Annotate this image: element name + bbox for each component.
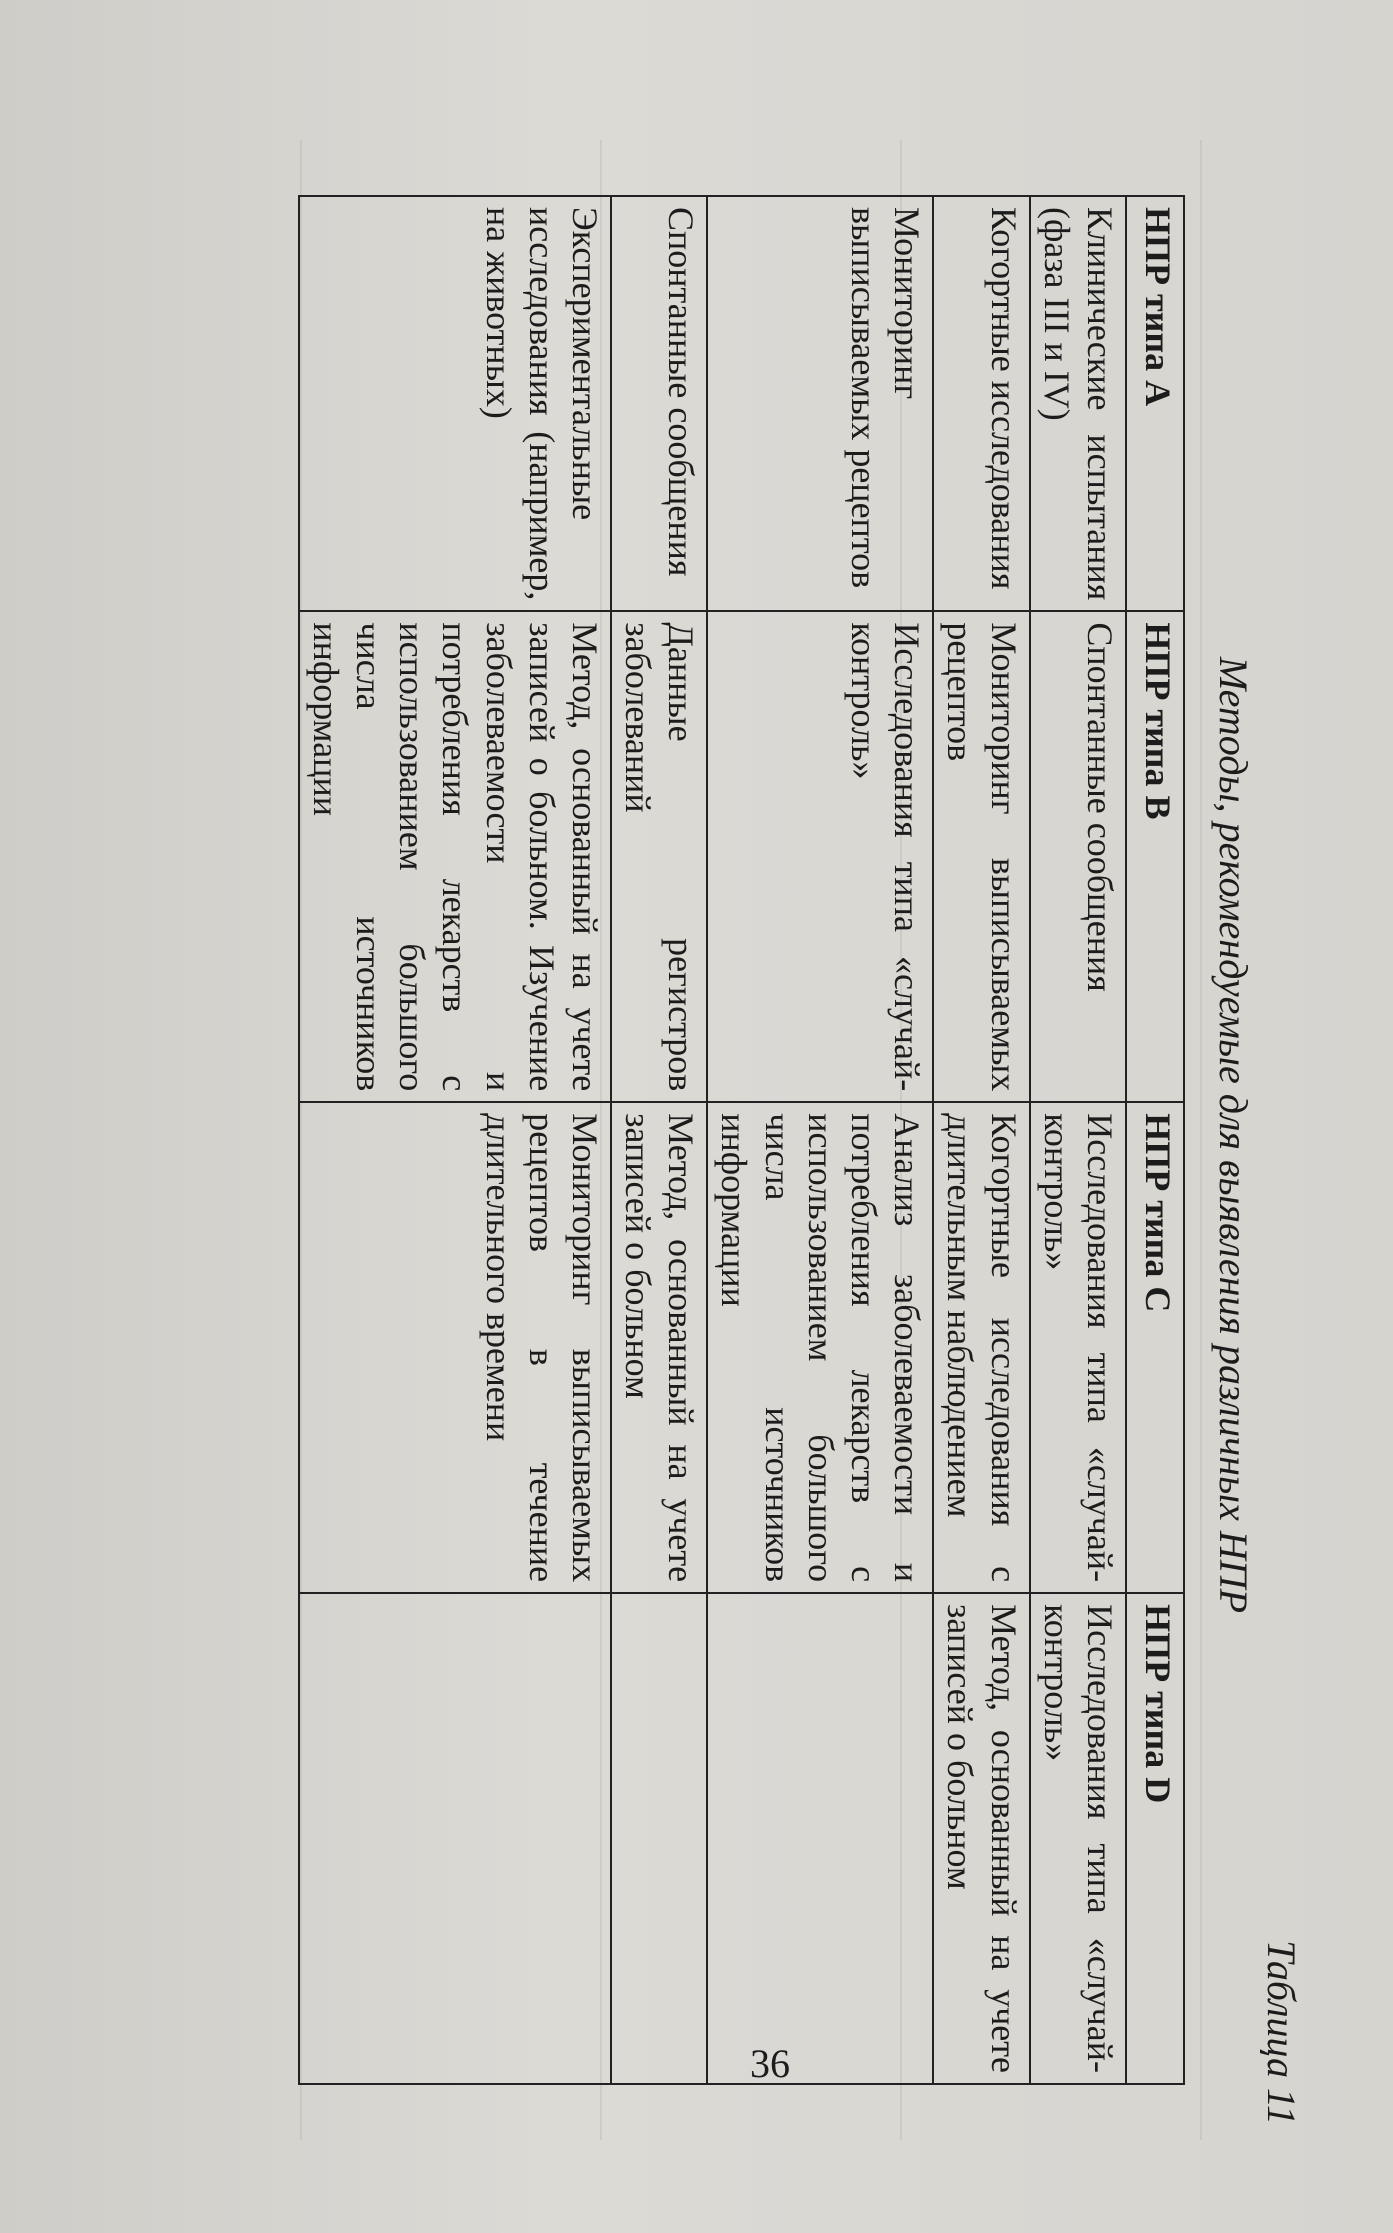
- header-type-d: НПР типа D: [1126, 1593, 1184, 2084]
- table-row: [611, 196, 707, 2084]
- cell-r4-b: Данные регистров заболеваний: [611, 611, 707, 1102]
- cell-r4-d: [611, 1593, 707, 2084]
- cell-r3-a: Мониторинг выписываемых рецептов: [707, 196, 933, 611]
- cell-r2-d: Метод, основанный на учете записей о больном: [933, 1593, 1029, 2084]
- header-type-a: НПР типа А: [1126, 196, 1184, 611]
- page-number: 36: [750, 2041, 790, 2086]
- cell-r5-b: Метод, основанный на учете записей о больном. Изучение заболеваемости и потребления лекарств с использованием большого числа источников информации: [299, 611, 611, 1102]
- cell-r2-b: Мониторинг выписываемых рецептов: [933, 611, 1029, 1102]
- header-type-b: НПР типа В: [1126, 611, 1184, 1102]
- table-header-row: [1126, 196, 1184, 2084]
- table-row: [299, 196, 611, 2084]
- cell-r3-c: Анализ заболеваемости и потребления лекарств с использованием большого числа источников информации: [707, 1102, 933, 1593]
- cell-r5-a: Экспериментальные исследования (например, на животных): [299, 196, 611, 611]
- cell-r1-a: Клинические испытания (фаза III и IV): [1030, 196, 1126, 611]
- cell-r4-c: Метод, основанный на учете записей о больном: [611, 1102, 707, 1593]
- cell-r5-c: Мониторинг выписываемых рецептов в течение длительного времени: [299, 1102, 611, 1593]
- cell-r1-c: Исследования типа «случай-контроль»: [1030, 1102, 1126, 1593]
- table-label: Таблица 11: [1259, 1940, 1304, 2125]
- methods-table: [298, 195, 1185, 2085]
- cell-r2-a: Когортные исследования: [933, 196, 1029, 611]
- cell-r4-a: Спонтанные сообщения: [611, 196, 707, 611]
- cell-r3-b: Исследования типа «случай-контроль»: [707, 611, 933, 1102]
- cell-r3-d: [707, 1593, 933, 2084]
- rotated-table-block: [155, 135, 1305, 2135]
- table-row: [933, 196, 1029, 2084]
- cell-r2-c: Когортные исследования с длительным наблюдением: [933, 1102, 1029, 1593]
- cell-r5-d: [299, 1593, 611, 2084]
- header-type-c: НПР типа С: [1126, 1102, 1184, 1593]
- table-title: Методы, рекомендуемые для выявления различных НПР: [1211, 656, 1256, 1614]
- table-row: [1030, 196, 1126, 2084]
- table-row: [707, 196, 933, 2084]
- cell-r1-d: Исследования типа «случай-контроль»: [1030, 1593, 1126, 2084]
- cell-r1-b: Спонтанные сообщения: [1030, 611, 1126, 1102]
